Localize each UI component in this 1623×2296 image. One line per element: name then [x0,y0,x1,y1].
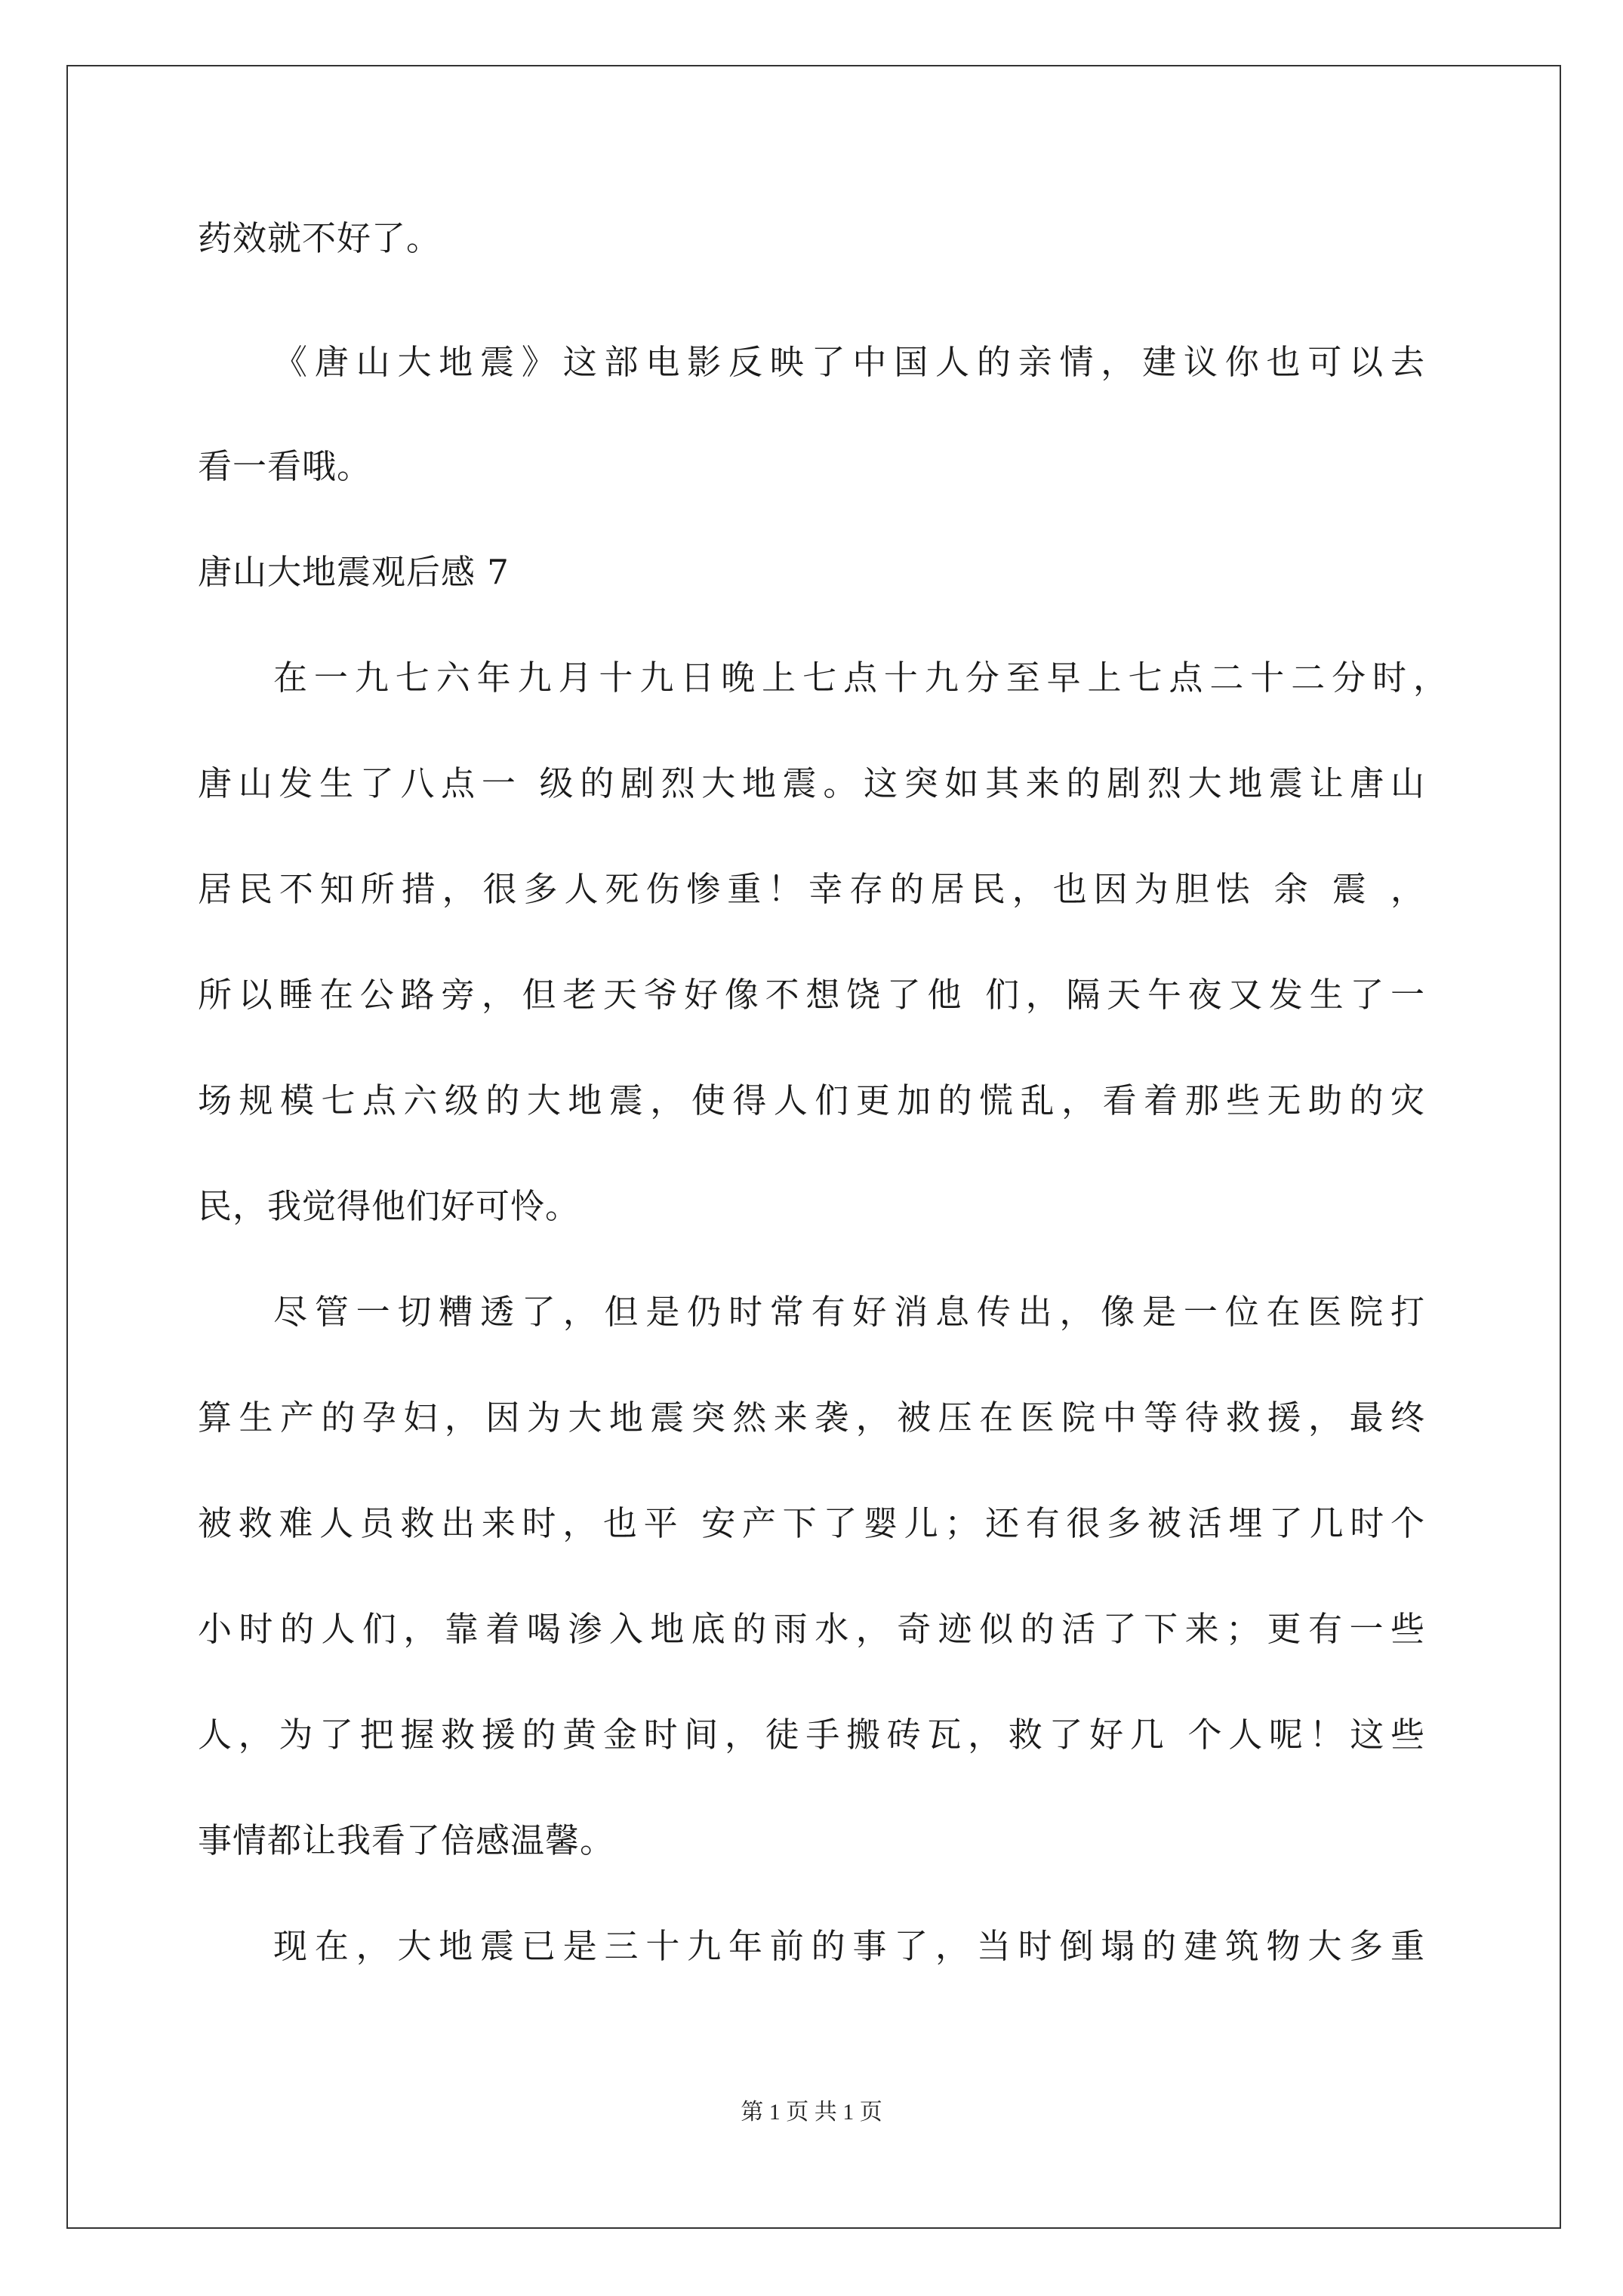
text-line: 小时的人们，靠着喝渗入地底的雨水，奇迹似的活了下来；更有一些 [198,1609,1425,1649]
text-line: 看一看哦。 [198,446,372,486]
text-line: 药效就不好了。 [198,218,442,258]
paragraph-first-line: 尽管一切糟透了，但是仍时常有好消息传出，像是一位在医院打 [273,1292,1425,1332]
text-line: 事情都让我看了倍感温馨。 [198,1820,615,1860]
text-line: 所以睡在公路旁，但老天爷好像不想饶了他 们，隔天午夜又发生了一 [198,975,1425,1015]
paragraph-first-line: 现在，大地震已是三十九年前的事了，当时倒塌的建筑物大多重 [273,1926,1425,1966]
text-line: 被救难人员救出来时，也平 安产下了婴儿；还有很多被活埋了几时个 [198,1503,1425,1543]
page-border [66,65,1561,2229]
section-heading: 唐山大地震观后感 7 [198,552,510,592]
text-line: 场规模七点六级的大地震，使得人们更加的慌乱，看着那些无助的灾 [198,1080,1425,1120]
text-line: 唐山发生了八点一 级的剧烈大地震。这突如其来的剧烈大地震让唐山 [198,763,1425,803]
paragraph-first-line: 《唐山大地震》这部电影反映了中国人的亲情，建议你也可以去 [273,342,1425,382]
text-line: 算生产的孕妇，因为大地震突然来袭，被压在医院中等待救援，最终 [198,1398,1425,1438]
page-footer: 第 1 页 共 1 页 [741,2100,882,2125]
paragraph-first-line: 在一九七六年九月十九日晚上七点十九分至早上七点二十二分时， [273,658,1448,698]
text-line: 人，为了把握救援的黄金时间，徒手搬砖瓦，救了好几 个人呢！这些 [198,1715,1425,1755]
text-line: 居民不知所措，很多人死伤惨重！幸存的居民，也因为胆怯 余 震 ， [198,869,1425,909]
text-line: 民，我觉得他们好可怜。 [198,1186,581,1226]
